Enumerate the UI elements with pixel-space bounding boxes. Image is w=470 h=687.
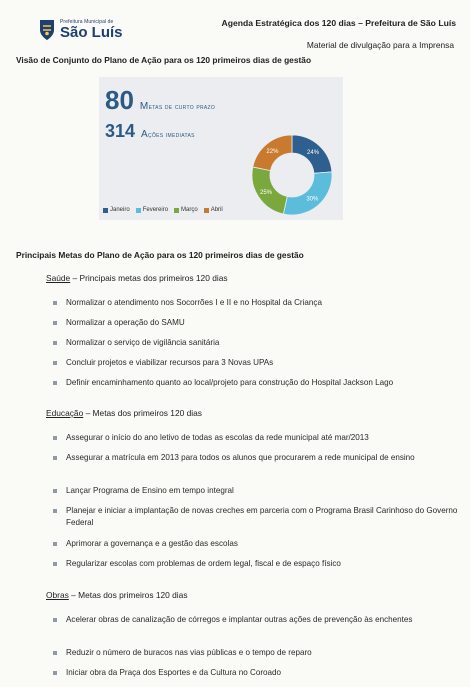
- bullet-square-icon: [53, 542, 57, 546]
- section-title-3: [46, 590, 188, 600]
- goal-list-item: [66, 432, 458, 444]
- monthly-distribution-donut-chart: [241, 127, 343, 223]
- bullet-square-icon: [53, 456, 57, 460]
- section-title-description: – Metas dos primeiros 120 dias: [83, 408, 202, 418]
- goal-list-item: [66, 505, 458, 530]
- legend-label: Março: [181, 207, 198, 213]
- goal-list-item: [66, 452, 458, 464]
- action-plan-infographic: [99, 77, 343, 220]
- donut-slice-label: 22%: [266, 148, 279, 155]
- goal-list-item: [66, 485, 458, 497]
- bullet-square-icon: [53, 489, 57, 493]
- bullet-square-icon: [53, 361, 57, 365]
- legend-swatch: [136, 208, 141, 213]
- metric-goals-label: Metas de curto prazo: [139, 101, 216, 112]
- goal-list-item: [66, 297, 458, 309]
- goal-text: Regularizar escolas com problemas de ordem legal, fiscal e de espaço físico: [66, 559, 341, 568]
- logo-small-text: Prefeitura Municipal de: [60, 19, 114, 25]
- overview-heading: Visão de Conjunto do Plano de Ação para os 120 primeiros dias de gestão: [16, 55, 312, 65]
- legend-label: Abril: [210, 207, 223, 213]
- section-title-2: [46, 408, 202, 418]
- bullet-square-icon: [53, 509, 57, 513]
- bullet-square-icon: [53, 341, 57, 345]
- section-title-subject: Saúde: [46, 273, 71, 283]
- donut-slice-fevereiro: [283, 172, 332, 215]
- section-title-1: [46, 273, 228, 283]
- legend-swatch: [204, 208, 209, 213]
- bullet-square-icon: [53, 381, 57, 385]
- goal-list-item: [66, 558, 458, 570]
- bullet-square-icon: [53, 671, 57, 675]
- legend-label: Janeiro: [110, 207, 130, 213]
- goal-text: Assegurar a matrícula em 2013 para todos os alunos que procurarem a rede municipal de ensino: [66, 453, 415, 462]
- donut-slice-label: 24%: [307, 150, 320, 157]
- goal-list-item: [66, 357, 458, 369]
- goal-text: Normalizar a operação do SAMU: [66, 318, 185, 327]
- chart-legend: [103, 207, 223, 213]
- section-title-subject: Educação: [46, 408, 84, 418]
- bullet-square-icon: [53, 562, 57, 566]
- section-title-description: – Metas dos primeiros 120 dias: [68, 590, 188, 600]
- goal-list-item: [66, 377, 458, 389]
- metric-actions-label: Ações imediatas: [141, 129, 195, 140]
- goal-text: Lançar Programa de Ensino em tempo integral: [66, 486, 234, 495]
- section-title-subject: Obras: [46, 590, 69, 600]
- goal-text: Normalizar o atendimento nos Socorrões I e II e no Hospital da Criança: [66, 298, 322, 307]
- legend-swatch: [103, 208, 108, 213]
- goal-text: Reduzir o número de buracos nas vias públicas e o tempo de reparo: [66, 648, 312, 657]
- goal-list-item: [66, 538, 458, 550]
- section-title-description: – Principais metas dos primeiros 120 dias: [70, 273, 228, 283]
- bullet-square-icon: [53, 321, 57, 325]
- goal-text: Aprimorar a governança e a gestão das escolas: [66, 539, 238, 548]
- donut-slice-label: 30%: [306, 196, 319, 203]
- legend-label: Fevereiro: [142, 207, 169, 213]
- legend-item-fevereiro: [136, 207, 168, 213]
- goal-text: Acelerar obras de canalização de córregos e implantar outras ações de prevenção às enchentes: [66, 615, 413, 624]
- metric-goals-value: 80: [105, 85, 134, 115]
- prefeitura-logo: [38, 14, 148, 46]
- bullet-square-icon: [53, 651, 57, 655]
- goal-text: Assegurar o início do ano letivo de todas as escolas da rede municipal até mar/2013: [66, 433, 369, 442]
- goal-list-item: [66, 317, 458, 329]
- document-title: Agenda Estratégica dos 120 dias – Prefeitura de São Luís: [221, 18, 456, 28]
- metric-goals: [105, 85, 215, 116]
- metric-actions-value: 314: [105, 121, 136, 141]
- goal-list-item: [66, 647, 458, 659]
- bullet-square-icon: [53, 301, 57, 305]
- metric-actions: [105, 121, 195, 142]
- logo-city-name: São Luís: [60, 24, 123, 41]
- goal-text: Planejar e iniciar a implantação de novas creches em parceria com o Programa Brasil Carinhoso do Governo Federal: [66, 506, 458, 528]
- legend-item-janeiro: [103, 207, 130, 213]
- legend-item-abril: [204, 207, 223, 213]
- goals-heading: Principais Metas do Plano de Ação para os 120 primeiros dias de gestão: [16, 250, 304, 260]
- goal-text: Definir encaminhamento quanto ao local/projeto para construção do Hospital Jackson Lago: [66, 378, 394, 387]
- city-crest-icon: [38, 18, 56, 42]
- document-subtitle: Material de divulgação para a Imprensa: [306, 40, 454, 50]
- goal-text: Concluir projetos e viabilizar recursos para 3 Novas UPAs: [66, 358, 274, 367]
- goal-text: Iniciar obra da Praça dos Esportes e da Cultura no Coroado: [66, 668, 282, 677]
- goal-list-item: [66, 614, 458, 626]
- donut-slice-label: 25%: [259, 189, 273, 196]
- legend-item-março: [174, 207, 198, 213]
- legend-swatch: [174, 208, 179, 213]
- goal-list-item: [66, 667, 458, 679]
- goal-text: Normalizar o serviço de vigilância sanitária: [66, 338, 220, 347]
- goal-list-item: [66, 337, 458, 349]
- bullet-square-icon: [53, 618, 57, 622]
- bullet-square-icon: [53, 436, 57, 440]
